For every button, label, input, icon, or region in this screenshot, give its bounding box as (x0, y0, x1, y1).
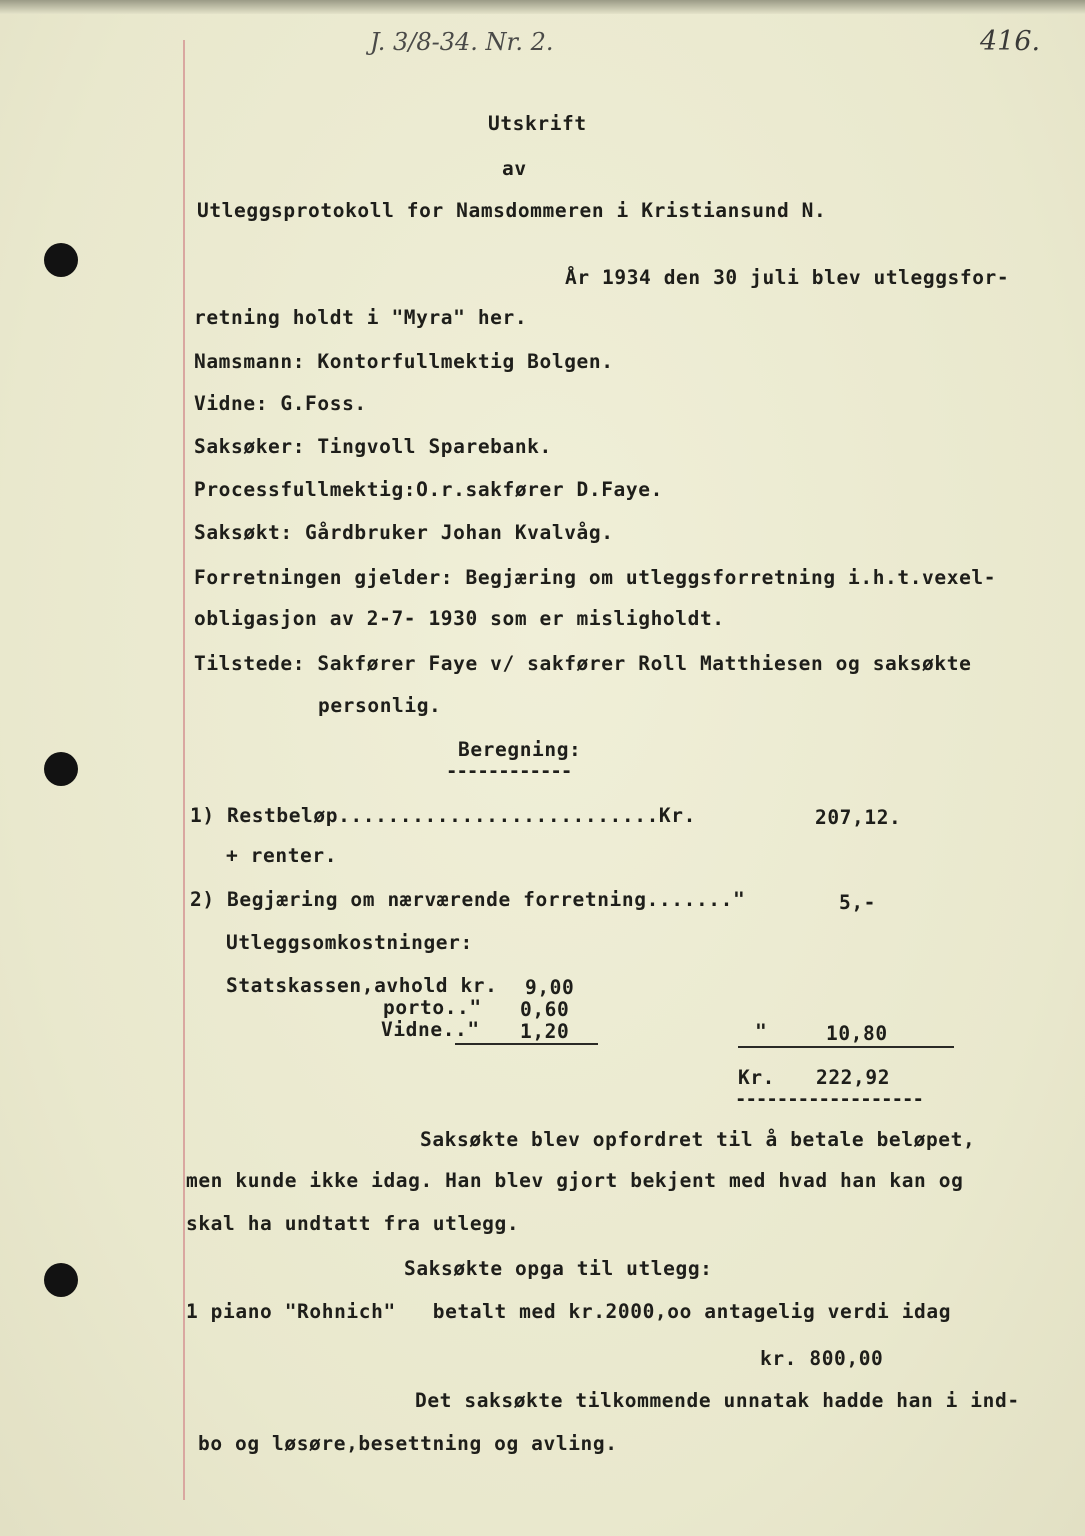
cost-1-value: 9,00 (525, 976, 575, 999)
prosessfullmektig-line: Processfullmektig:O.r.sakfører D.Faye. (194, 478, 663, 501)
intro-line-2: retning holdt i "Myra" her. (194, 306, 528, 329)
cost-3-value: 1,20 (520, 1020, 570, 1043)
total-value: 222,92 (816, 1066, 891, 1089)
paragraph-1-line-3: skal ha undtatt fra utlegg. (186, 1212, 520, 1235)
item-1-sub: + renter. (226, 844, 338, 867)
paragraph-2-line-3: kr. 800,00 (760, 1347, 884, 1370)
paragraph-2-line-2: 1 piano "Rohnich" betalt med kr.2000,oo antagelig verdi idag (186, 1300, 952, 1323)
cost-3-label: Vidne.." (381, 1018, 480, 1041)
title-line-2: av (502, 157, 527, 180)
cost-total-mark: " (755, 1020, 768, 1043)
item-1-label: 1) Restbeløp..........................Kr. (190, 804, 696, 827)
namsmann-line: Namsmann: Kontorfullmektig Bolgen. (194, 350, 614, 373)
total-underline: ------------------ (735, 1088, 923, 1110)
margin-line (183, 40, 185, 1500)
total-label: Kr. (738, 1066, 776, 1089)
item-2-value: 5,- (839, 891, 877, 914)
cost-1-label: Statskassen,avhold kr. (226, 974, 498, 997)
costs-heading: Utleggsomkostninger: (226, 931, 473, 954)
forretning-line-2: obligasjon av 2-7- 1930 som er misligholdt. (194, 607, 725, 630)
tilstede-line-1: Tilstede: Sakfører Faye v/ sakfører Roll Matthiesen og saksøkte (194, 652, 972, 675)
page-number: 416. (980, 26, 1041, 57)
paragraph-3-line-2: bo og løsøre,besettning og avling. (198, 1432, 618, 1455)
paragraph-2-line-1: Saksøkte opga til utlegg: (404, 1257, 713, 1280)
total-rule (738, 1046, 954, 1048)
punch-hole (44, 1263, 78, 1297)
cost-2-label: porto.." (383, 996, 482, 1019)
forretning-line-1: Forretningen gjelder: Begjæring om utleggsforretning i.h.t.vexel- (194, 566, 997, 589)
cost-subtotal-rule (455, 1043, 598, 1045)
date-annotation: J. 3/8-34. Nr. 2. (370, 28, 554, 56)
vidne-line: Vidne: G.Foss. (194, 392, 367, 415)
paragraph-1-line-2: men kunde ikke idag. Han blev gjort bekjent med hvad han kan og (186, 1169, 964, 1192)
saksoker-line: Saksøker: Tingvoll Sparebank. (194, 435, 552, 458)
title-line-3: Utleggsprotokoll for Namsdommeren i Kristiansund N. (197, 199, 827, 222)
paragraph-3-line-1: Det saksøkte tilkommende unnatak hadde han i ind- (415, 1389, 1020, 1412)
intro-line-1: År 1934 den 30 juli blev utleggsfor- (565, 266, 1010, 289)
cost-total-value: 10,80 (826, 1022, 888, 1045)
cost-2-value: 0,60 (520, 998, 570, 1021)
paragraph-1-line-1: Saksøkte blev opfordret til å betale beløpet, (420, 1128, 976, 1151)
item-1-value: 207,12. (815, 806, 902, 829)
heading-underline: ------------ (446, 760, 572, 782)
punch-hole (44, 243, 78, 277)
saksokt-line: Saksøkt: Gårdbruker Johan Kvalvåg. (194, 521, 614, 544)
punch-hole (44, 752, 78, 786)
title-line-1: Utskrift (488, 112, 587, 135)
tilstede-line-2: personlig. (318, 694, 442, 717)
page-top-edge (0, 0, 1085, 14)
item-2-label: 2) Begjæring om nærværende forretning......." (190, 888, 746, 911)
calculation-heading: Beregning: (458, 738, 582, 761)
